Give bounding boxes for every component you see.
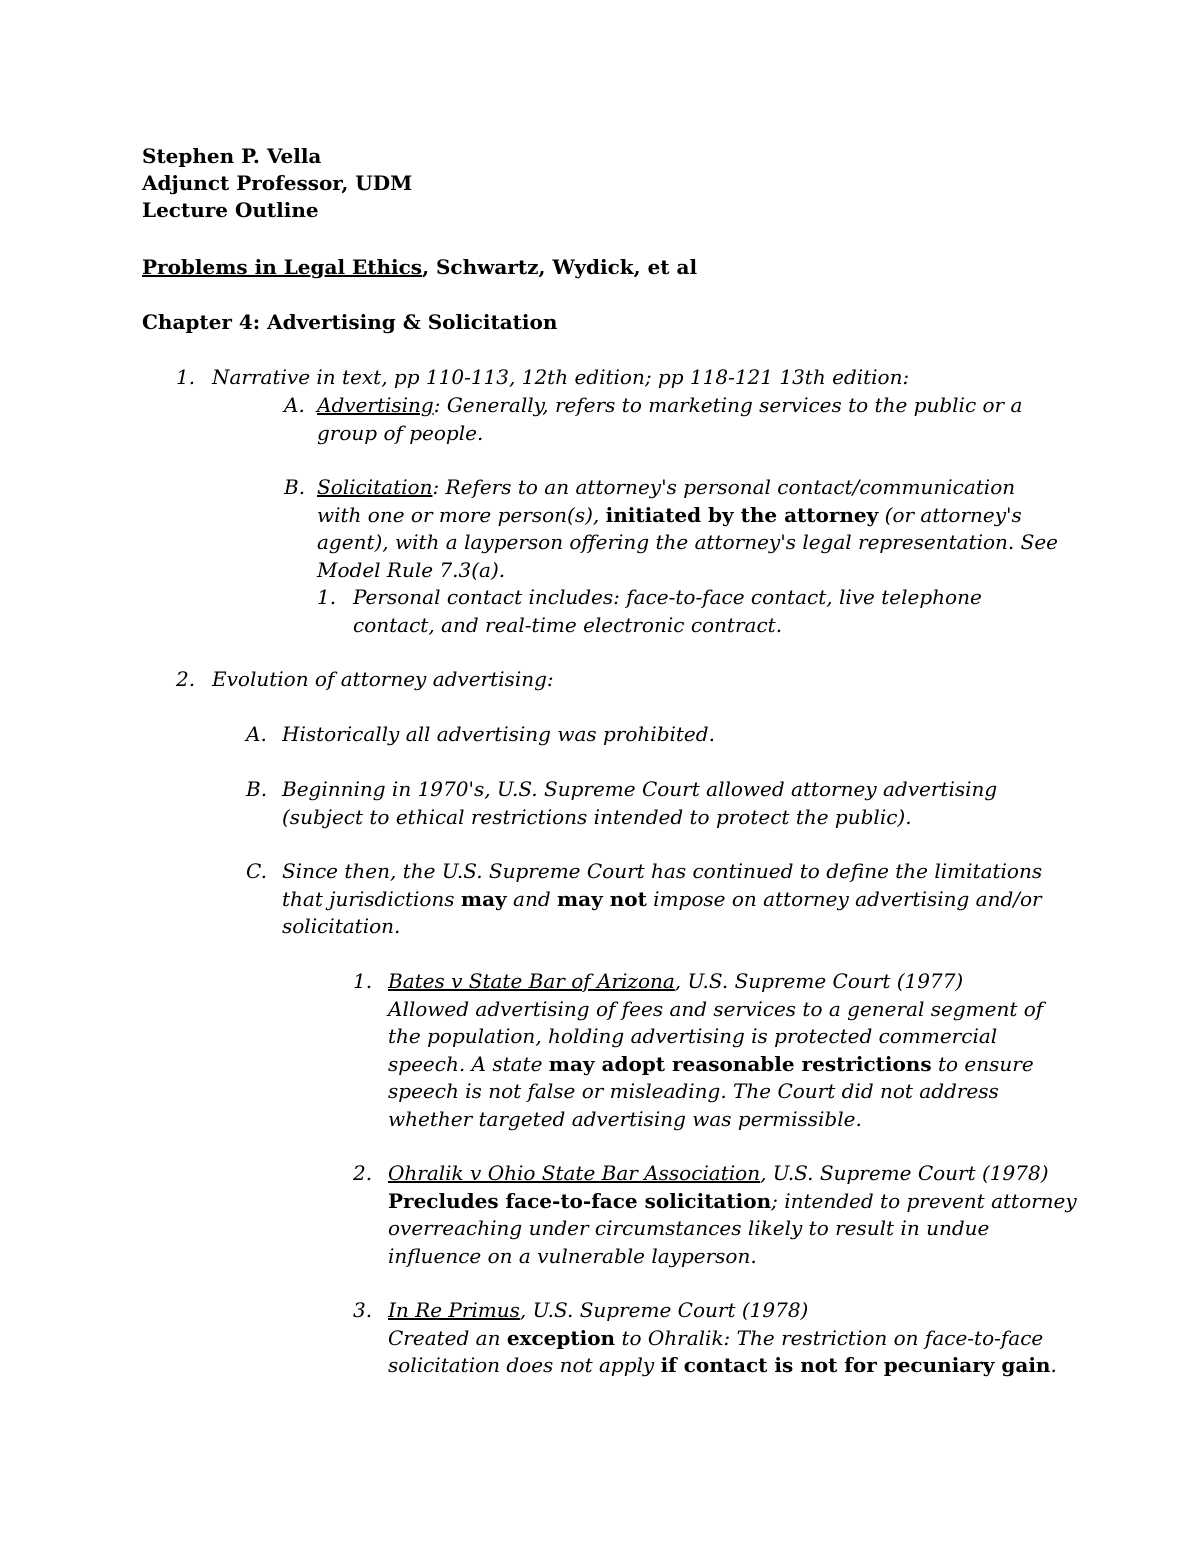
advertising-definition: : Generally, refers to marketing services to the public or a group of people. <box>317 393 1023 445</box>
case-2-summary-part-1: ; intended to prevent attorney overreaching under circumstances likely to result in undue influence on a vulnerable layperson. <box>388 1188 1077 1268</box>
section-2b-text: Beginning in 1970's, U.S. Supreme Court allowed attorney advertising (subject to ethical restrictions intended to protect the public). <box>282 777 998 829</box>
section-2c-may: may <box>460 886 507 911</box>
section-2a-number: A. <box>246 722 267 746</box>
book-title: Problems in Legal Ethics <box>142 255 423 279</box>
section-2-text: Evolution of attorney advertising: <box>212 667 554 691</box>
case-3-court: , U.S. Supreme Court (1978) <box>519 1298 809 1322</box>
case-3-summary-part-1: Created an <box>388 1325 507 1350</box>
solicitation-emphasis: initiated by the attorney <box>605 502 879 527</box>
case-1 <box>388 968 1078 1133</box>
section-1-text: Narrative in text, pp 110-113, 12th edition; pp 118-121 13th edition: <box>212 365 910 389</box>
case-2-name: Ohralik v Ohio State Bar Association <box>388 1161 761 1185</box>
case-3-emphasis: if contact is not for pecuniary gain <box>660 1353 1051 1377</box>
section-1b1-text: Personal contact includes: face-to-face contact, live telephone contact, and real-time electronic contract. <box>353 585 982 637</box>
solicitation-term: Solicitation <box>317 475 433 499</box>
section-2c-part-2: and <box>506 886 557 911</box>
case-1-court: , U.S. Supreme Court (1977) <box>674 969 964 993</box>
section-2c-text <box>282 858 1072 941</box>
section-2c-may-not: may not <box>557 886 647 911</box>
case-3-citation <box>388 1297 1078 1325</box>
case-3-summary-part-2: to Ohralik: The restriction on face-to-face solicitation does not apply <box>388 1325 1044 1377</box>
author-name: Stephen P. Vella <box>142 144 322 168</box>
author-position: Adjunct Professor, UDM <box>142 171 413 195</box>
case-1-citation <box>388 968 1078 996</box>
section-2a-text: Historically all advertising was prohibited. <box>282 722 715 746</box>
section-1b1-number: 1. <box>317 585 337 609</box>
document-type: Lecture Outline <box>142 198 319 222</box>
section-1b-text <box>317 474 1065 584</box>
case-3-name: In Re Primus <box>388 1298 520 1322</box>
case-1-number: 1. <box>353 969 373 993</box>
case-3-exception: exception <box>506 1325 616 1350</box>
solicitation-definition-2: (or attorney's agent), with a layperson offering the attorney's legal representation. See Model Rule 7.3(a). <box>317 502 1059 582</box>
section-2c-number: C. <box>246 859 267 883</box>
case-2-emphasis: Precludes face-to-face solicitation <box>388 1188 772 1213</box>
section-2b-number: B. <box>246 777 268 801</box>
case-1-name: Bates v State Bar of Arizona <box>388 969 675 993</box>
book-authors: , Schwartz, Wydick, et al <box>422 255 698 279</box>
section-2c-part-1: Since then, the U.S. Supreme Court has continued to define the limitations that jurisdictions <box>282 859 1043 911</box>
case-3-number: 3. <box>353 1298 373 1322</box>
case-1-summary-part-2: to ensure speech is not false or misleading. The Court did not address whether targeted advertising was permissible. <box>388 1051 1034 1131</box>
advertising-term: Advertising <box>317 393 434 417</box>
case-2-court: , U.S. Supreme Court (1978) <box>760 1161 1049 1185</box>
section-1a-text <box>317 392 1065 447</box>
section-2c-part-3: impose on attorney advertising and/or solicitation. <box>282 886 1042 938</box>
case-2-citation <box>388 1160 1078 1188</box>
section-2-number: 2. <box>176 667 196 691</box>
case-2-summary <box>388 1188 1078 1271</box>
book-reference <box>142 254 697 282</box>
section-1a-number: A. <box>284 393 305 417</box>
case-1-emphasis: may adopt reasonable restrictions <box>548 1051 932 1076</box>
case-2-number: 2. <box>353 1161 373 1185</box>
section-1b-number: B. <box>284 475 306 499</box>
section-1-number: 1. <box>176 365 196 389</box>
case-3 <box>388 1297 1078 1380</box>
case-1-summary-part-1: Allowed advertising of fees and services to a general segment of the population, holding advertising is protected commercial speech. A state <box>388 996 1044 1076</box>
solicitation-definition-1: : Refers to an attorney's personal contact/communication with one or more person(s), <box>317 475 1016 527</box>
case-2 <box>388 1160 1078 1270</box>
case-3-summary-part-3: . <box>1050 1353 1057 1377</box>
case-3-summary <box>388 1325 1078 1380</box>
case-1-summary <box>388 996 1078 1134</box>
chapter-heading: Chapter 4: Advertising & Solicitation <box>142 310 558 334</box>
